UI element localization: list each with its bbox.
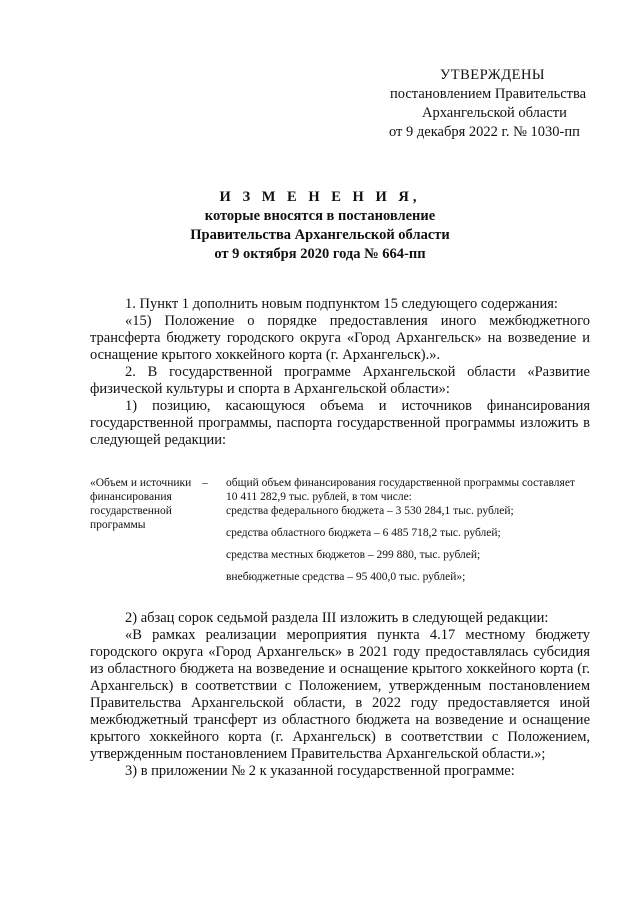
table-value-local: средства местных бюджетов – 299 880, тыс. рублей; bbox=[226, 549, 481, 561]
heading-line-3: от 9 октября 2020 года № 664-пп bbox=[214, 246, 426, 262]
heading-line-2: Правительства Архангельской области bbox=[190, 227, 450, 243]
approval-line-2: Архангельской области bbox=[422, 105, 567, 121]
paragraph-5: 2) абзац сорок седьмой раздела III изложить в следующей редакции: bbox=[125, 610, 549, 626]
table-value-total: общий объем финансирования государственной программы составляет 10 411 282,9 тыс. рублей, в том числе: bbox=[226, 477, 575, 503]
paragraph-6: «В рамках реализации мероприятия пункта 4.17 местному бюджету городского округа «Город Архангельск» в 2021 году предоставлялась субсидия из областного бюджета на возведение и оснащение крытого хоккейного корта (г. Архангельск) в соответствии с Положением, утвержденным постановлением Правительства Архангельской области, в 2022 году предоставляется иной межбюджетный трансферт из областного бюджета на возведение и оснащение крытого хоккейного корта (г. Архангельск) в соответствии с Положением, утвержденным постановлением Правительства Архангельской области.»; bbox=[90, 627, 590, 762]
table-value-regional: средства областного бюджета – 6 485 718,2 тыс. рублей; bbox=[226, 527, 501, 539]
approval-line-1: постановлением Правительства bbox=[390, 86, 587, 102]
body-block-2 bbox=[90, 610, 590, 780]
paragraph-1: 1. Пункт 1 дополнить новым подпунктом 15 следующего содержания: bbox=[125, 296, 558, 312]
body-block-1 bbox=[90, 296, 590, 449]
approval-stamp bbox=[360, 66, 630, 142]
table-label: «Объем и источники финансирования государственной программы bbox=[90, 477, 192, 531]
table-value-extrabudget: внебюджетные средства – 95 400,0 тыс. рублей»; bbox=[226, 571, 466, 583]
table-value-federal: средства федерального бюджета – 3 530 284,1 тыс. рублей; bbox=[226, 505, 514, 517]
paragraph-7: 3) в приложении № 2 к указанной государственной программе: bbox=[125, 763, 515, 779]
table-values bbox=[226, 476, 586, 592]
paragraph-3: 2. В государственной программе Архангельской области «Развитие физической культуры и спорта в Архангельской области»: bbox=[90, 364, 590, 397]
table-dash: – bbox=[202, 477, 208, 489]
approval-line-3: от 9 декабря 2022 г. № 1030-пп bbox=[389, 124, 580, 140]
paragraph-4: 1) позицию, касающуюся объема и источников финансирования государственной программы, паспорта государственной программы изложить в следующей редакции: bbox=[90, 398, 590, 448]
heading-line-1: которые вносятся в постановление bbox=[204, 208, 436, 224]
document-heading bbox=[0, 188, 640, 264]
approval-title: УТВЕРЖДЕНЫ bbox=[440, 67, 546, 83]
heading-title: И З М Е Н Е Н И Я, bbox=[219, 189, 421, 205]
paragraph-2: «15) Положение о порядке предоставления иного межбюджетного трансферта бюджету городского округа «Город Архангельск» на возведение и оснащение крытого хоккейного корта (г. Архангельск).». bbox=[90, 313, 590, 363]
